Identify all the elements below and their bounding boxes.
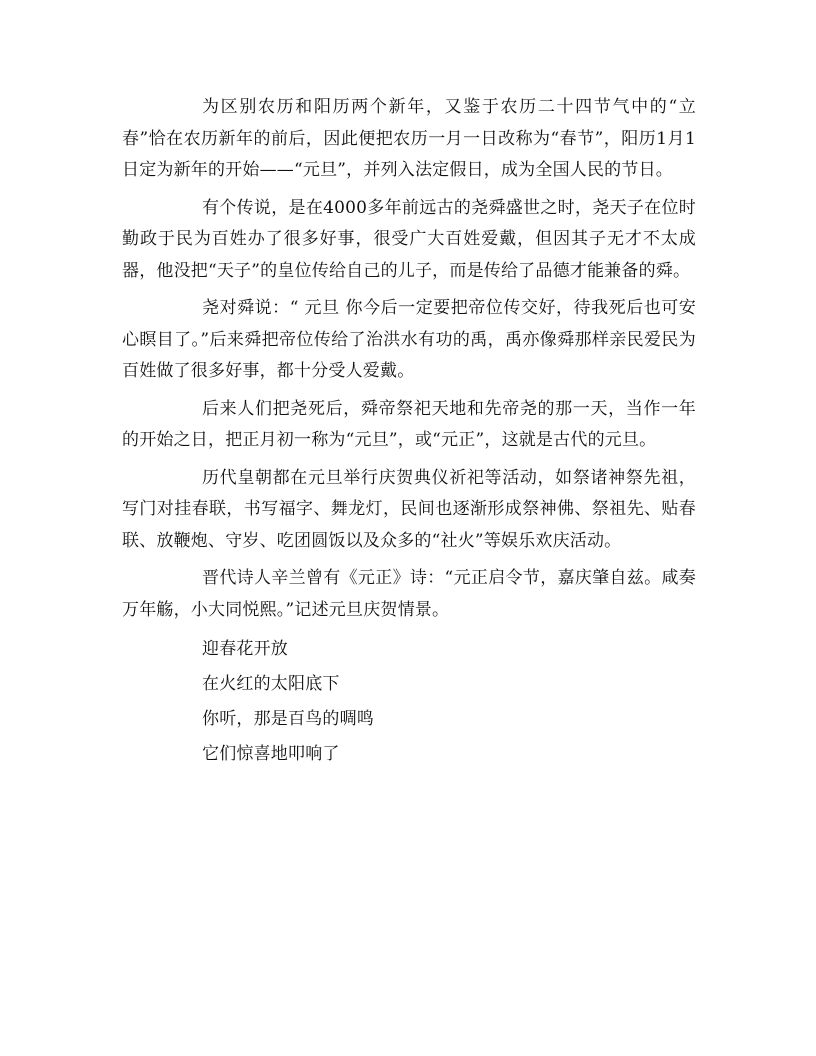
verse-line-1: 迎春花开放 xyxy=(202,639,288,659)
document-body xyxy=(122,92,696,772)
paragraph-legend: 有个传说，是在4000多年前远古的尧舜盛世之时，尧天子在位时勤政于民为百姓办了很多好事，很受广大百姓爱戴，但因其子无才不太成器，他没把“天子”的皇位传给自己的儿子，而是传给了品德才能兼备的舜。 xyxy=(122,197,696,281)
paragraph-new-year-origin: 为区别农历和阳历两个新年，又鉴于农历二十四节气中的“立春”恰在农历新年的前后，因此便把农历一月一日改称为“春节”，阳历1月1日定为新年的开始——“元旦”，并列入法定假日，成为全国人民的节日。 xyxy=(122,97,696,180)
verse-line-4: 它们惊喜地叩响了 xyxy=(202,744,340,764)
paragraph-celebrations: 历代皇朝都在元旦举行庆贺典仪祈祀等活动，如祭诸神祭先祖，写门对挂春联，书写福字、舞龙灯，民间也逐渐形成祭神佛、祭祖先、贴春联、放鞭炮、守岁、吃团圆饭以及众多的“社火”等娱乐欢庆活动。 xyxy=(122,467,696,551)
paragraph-poem-reference: 晋代诗人辛兰曾有《元正》诗：“元正启令节，嘉庆肇自兹。咸奏万年觞，小大同悦熙。”记述元旦庆贺情景。 xyxy=(122,568,696,620)
paragraph-yao-speech: 尧对舜说：“ 元旦 你今后一定要把帝位传交好，待我死后也可安心瞑目了。”后来舜把帝位传给了治洪水有功的禹，禹亦像舜那样亲民爱民为百姓做了很多好事，都十分受人爱戴。 xyxy=(122,298,696,381)
verse-line-3: 你听，那是百鸟的啁鸣 xyxy=(202,709,374,729)
verse-line-2: 在火红的太阳底下 xyxy=(202,674,340,694)
paragraph-first-day: 后来人们把尧死后，舜帝祭祀天地和先帝尧的那一天，当作一年的开始之日，把正月初一称为“元旦”，或“元正”，这就是古代的元旦。 xyxy=(122,398,696,450)
